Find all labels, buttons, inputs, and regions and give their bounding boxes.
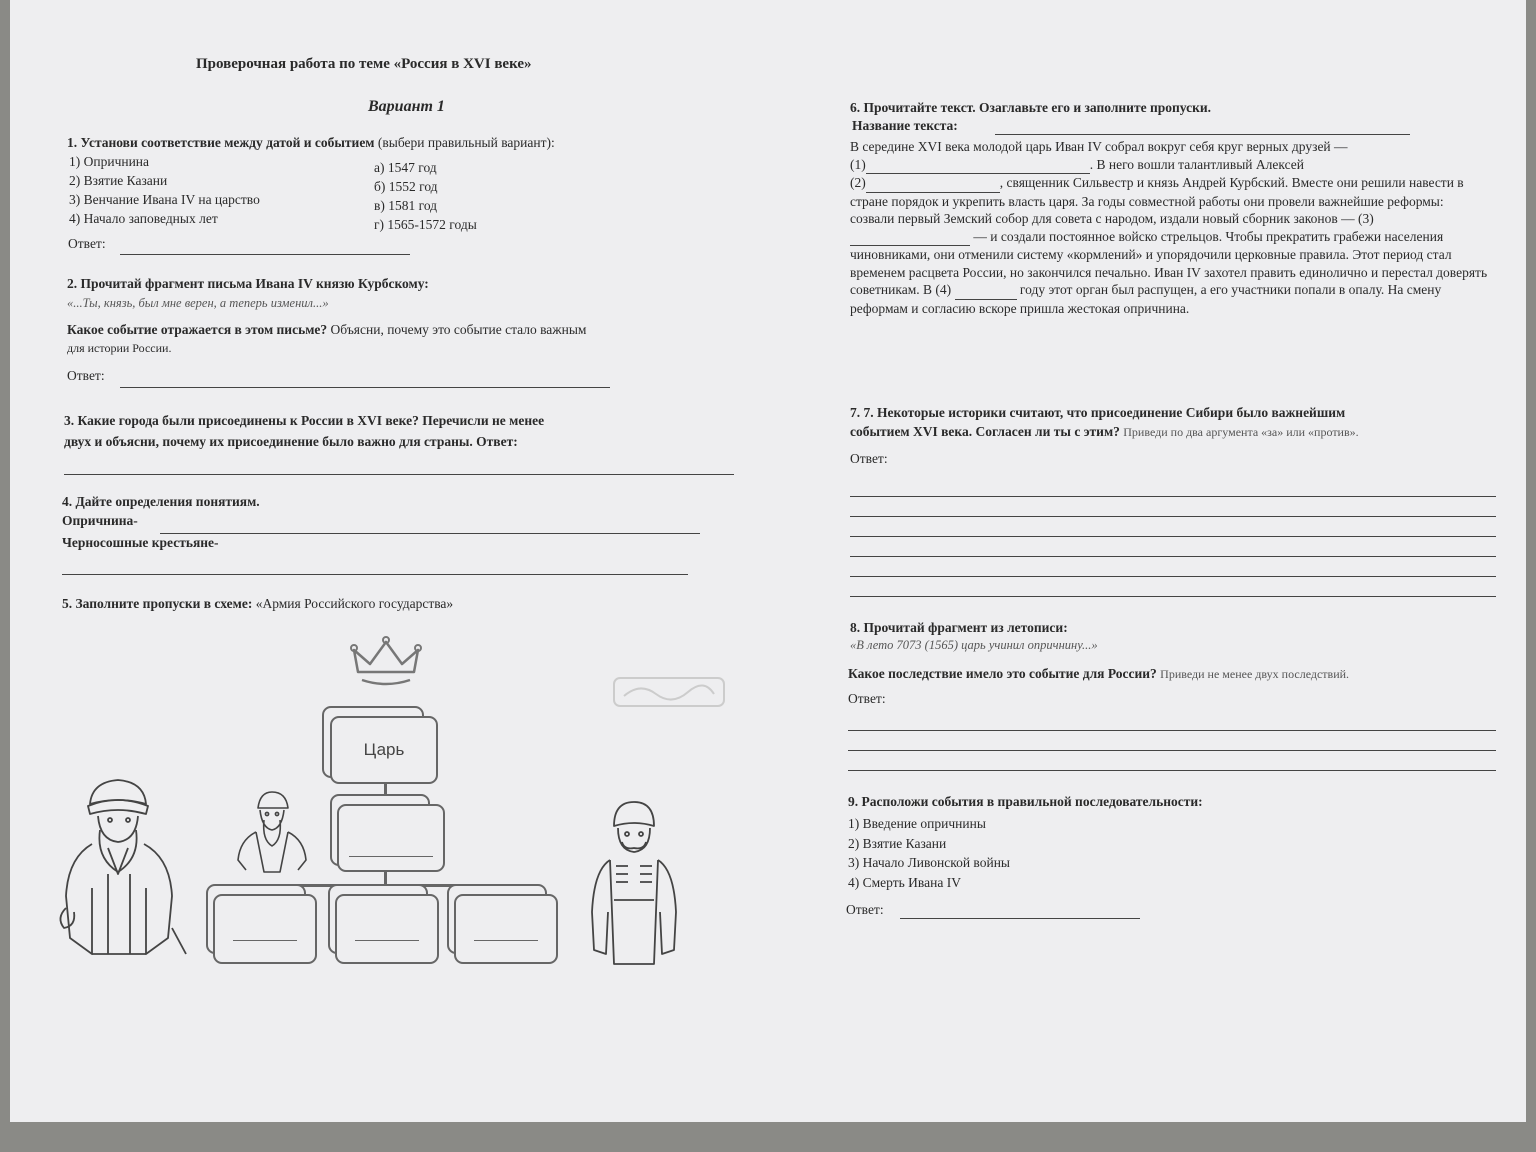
q4-term-peasants: Черносошные крестьяне- xyxy=(62,535,219,550)
scheme-box-tsar xyxy=(330,716,438,784)
q8-quote: «В лето 7073 (1565) царь учинил опричнину...» xyxy=(850,638,1098,652)
q7-answer-line[interactable] xyxy=(850,596,1496,597)
worksheet-paper xyxy=(10,0,1526,1122)
q9-item: 2) Взятие Казани xyxy=(848,835,947,851)
q2-answer-line[interactable] xyxy=(120,387,610,388)
faint-logo-icon xyxy=(610,668,728,716)
q9-answer-line[interactable] xyxy=(900,918,1140,919)
q6-text: В середине XVI века молодой царь Иван IV собрал вокруг себя круг верных друзей — (1) . В него вошли талантливый Алексей (2) , священник Сильвестр и князь Андрей Курбский. Вместе они решили навести в стране порядок и укрепить власть царя. За годы совместной работы они провели важнейшие реформы: созвали первый Земский собор для совета с народом, издали новый сборник законов — (3) — и создали постоянное войско стрельцов. Чтобы прекратить грабежи населения чиновниками, они отменили систему «кормлений» и упорядочили церковные правила. Этот период стал временем расцвета России, но закончился печально. Иван IV захотел править единолично и перестал доверять советникам. В (4) году этот орган был распущен, а его участники попали в опалу. На смену реформам и согласию вскоре пришла жестокая опричнина. xyxy=(850,139,1488,316)
q8-answer-label: Ответ: xyxy=(848,691,886,706)
q6-title-line[interactable] xyxy=(995,134,1410,135)
q3-answer-line[interactable] xyxy=(64,474,734,475)
q1-date: б) 1552 год xyxy=(374,179,438,194)
q9-items xyxy=(848,814,1010,892)
q1-event: 4) Начало заповедных лет xyxy=(69,211,218,226)
scheme-bottom-left-blank xyxy=(233,940,297,941)
q9-item: 3) Начало Ливонской войны xyxy=(848,855,1010,870)
q8-task: Какое последствие имело это событие для России? Приведи не менее двух последствий. xyxy=(848,666,1350,681)
q4-question: 4. Дайте определения понятиям. xyxy=(62,494,260,509)
worksheet-title: Проверочная работа по теме «Россия в XVI веке» xyxy=(196,56,532,72)
q8-answer-line[interactable] xyxy=(848,730,1496,731)
scheme-bottom-center-blank xyxy=(355,940,419,941)
q1-event: 3) Венчание Ивана IV на царство xyxy=(69,192,260,207)
q4-term-oprichnina: Опричнина- xyxy=(62,513,138,528)
q1-dates xyxy=(374,158,477,234)
q1-date: г) 1565-1572 годы xyxy=(374,217,477,232)
q2-task: Какое событие отражается в этом письме? Объясни, почему это событие стало важным xyxy=(67,322,587,337)
q4-answer-line-2[interactable] xyxy=(62,574,688,575)
q2-task-line2: для истории России. xyxy=(67,341,172,355)
scheme-box-bottom-right[interactable] xyxy=(454,894,558,964)
q2-answer-label: Ответ: xyxy=(67,368,105,383)
q6-blank-4[interactable] xyxy=(955,281,1017,300)
scheme-tsar-label: Царь xyxy=(363,740,405,759)
q7-answer-label: Ответ: xyxy=(850,451,888,466)
q1-answer-label: Ответ: xyxy=(68,236,106,251)
q7-answer-line[interactable] xyxy=(850,496,1496,497)
q6-blank-1[interactable] xyxy=(866,156,1090,175)
q2-quote: «...Ты, князь, был мне верен, а теперь изменил...» xyxy=(67,296,329,310)
q9-item: 1) Введение опричнины xyxy=(848,816,986,831)
q7-answer-line[interactable] xyxy=(850,536,1496,537)
q7-question-line1: 7. 7. Некоторые историки считают, что присоединение Сибири было важнейшим xyxy=(850,405,1346,420)
q5-question: 5. Заполните пропуски в схеме: «Армия Российского государства» xyxy=(62,596,454,611)
cossack-figure-icon xyxy=(584,800,684,966)
q1-date: в) 1581 год xyxy=(374,198,438,213)
q9-item: 4) Смерть Ивана IV xyxy=(848,874,961,890)
q3-question-line1: 3. Какие города были присоединены к России в XVI веке? Перечисли не менее xyxy=(64,413,545,428)
scheme-box-middle[interactable] xyxy=(337,804,445,872)
q6-blank-2[interactable] xyxy=(866,174,1000,193)
q9-question: 9. Расположи события в правильной последовательности: xyxy=(848,794,1203,809)
strelets-figure-icon xyxy=(234,790,310,874)
q7-answer-line[interactable] xyxy=(850,556,1496,557)
q1-event: 1) Опричнина xyxy=(69,154,150,169)
q7-question-line2: событием XVI века. Согласен ли ты с этим? Приведи по два аргумента «за» или «против». xyxy=(850,424,1359,439)
q6-blank-3[interactable] xyxy=(850,228,970,247)
q7-answer-line[interactable] xyxy=(850,516,1496,517)
scheme-middle-blank xyxy=(349,856,433,857)
q9-answer-label: Ответ: xyxy=(846,902,884,917)
q6-title-label: Название текста: xyxy=(852,118,958,133)
variant-label: Вариант 1 xyxy=(368,98,445,115)
q8-answer-line[interactable] xyxy=(848,750,1496,751)
q8-answer-line[interactable] xyxy=(848,770,1496,771)
scheme-box-bottom-center[interactable] xyxy=(335,894,439,964)
q4-answer-line-1[interactable] xyxy=(160,533,700,534)
q7-answer-line[interactable] xyxy=(850,576,1496,577)
boyar-figure-icon xyxy=(52,778,192,958)
q1-event: 2) Взятие Казани xyxy=(69,173,168,188)
scheme-bottom-right-blank xyxy=(474,940,538,941)
q1-date: а) 1547 год xyxy=(374,160,437,175)
q1-answer-line[interactable] xyxy=(120,254,410,255)
q3-question-line2: двух и объясни, почему их присоединение было важно для страны. Ответ: xyxy=(64,434,518,449)
q2-question: 2. Прочитай фрагмент письма Ивана IV князю Курбскому: xyxy=(67,276,429,291)
scheme-box-bottom-left[interactable] xyxy=(213,894,317,964)
q1-events xyxy=(69,152,260,228)
crown-icon xyxy=(348,636,424,692)
q8-question: 8. Прочитай фрагмент из летописи: xyxy=(850,620,1068,635)
q1-question: 1. Установи соответствие между датой и событием (выбери правильный вариант): xyxy=(67,135,555,150)
q6-question: 6. Прочитайте текст. Озаглавьте его и заполните пропуски. xyxy=(850,100,1212,115)
